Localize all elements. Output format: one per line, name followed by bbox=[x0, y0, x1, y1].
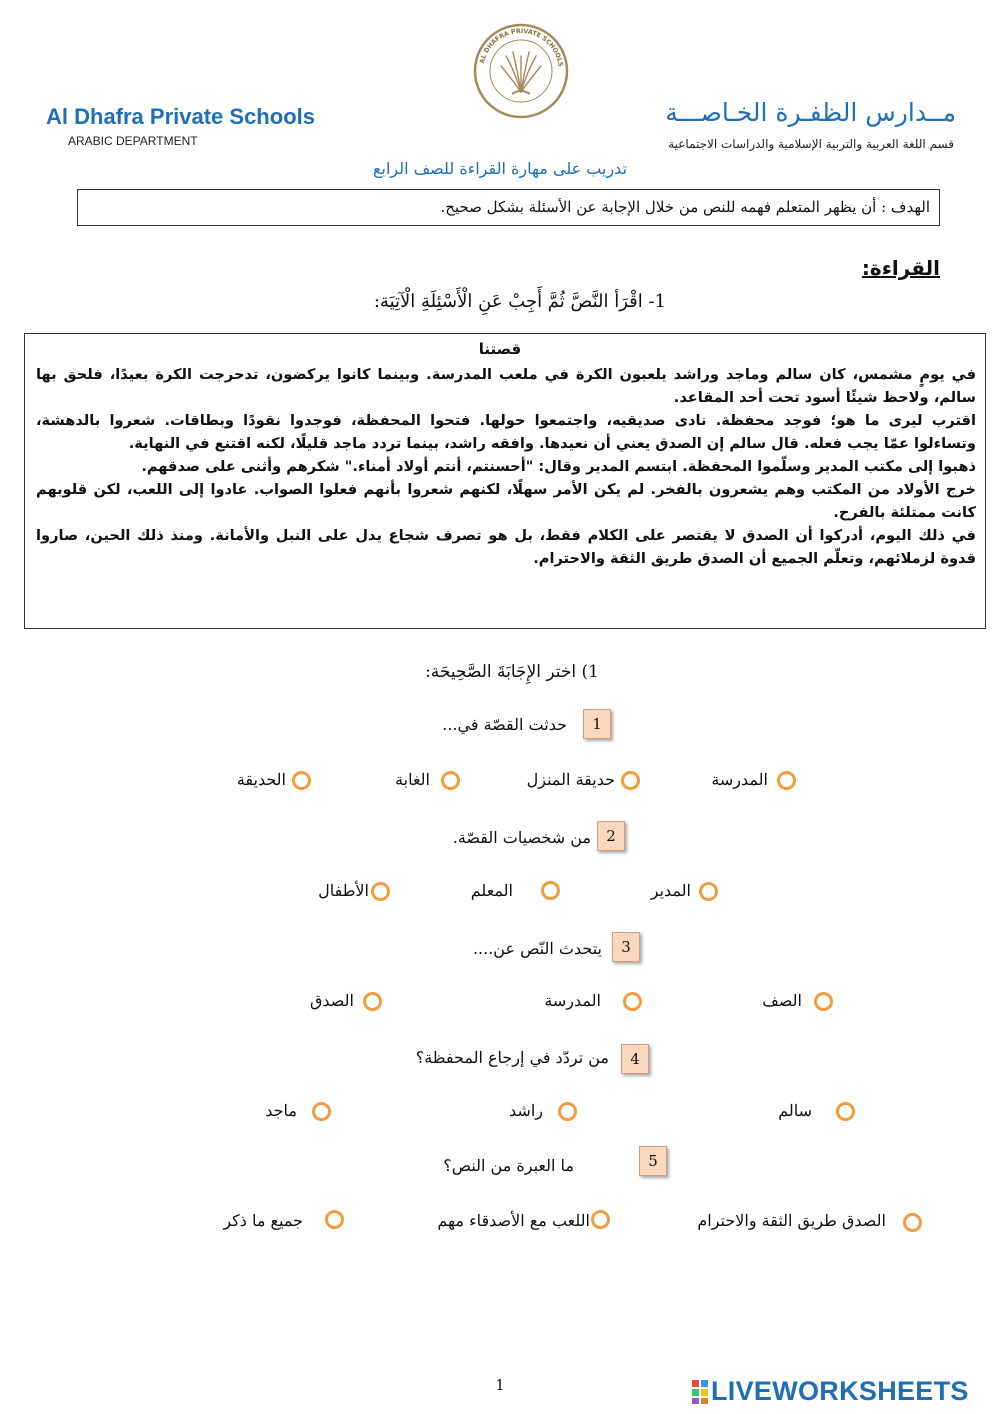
worksheet-subtitle: تدريب على مهارة القراءة للصف الرابع bbox=[372, 159, 628, 178]
q1-option-2-radio[interactable] bbox=[621, 771, 640, 790]
q4-option-2-label: راشد bbox=[509, 1101, 543, 1120]
reading-heading: القراءة: bbox=[861, 256, 940, 280]
q5-option-1-radio[interactable] bbox=[903, 1213, 922, 1232]
q1-option-4-radio[interactable] bbox=[292, 771, 311, 790]
question-2-text: من شخصيات القصّة. bbox=[452, 828, 591, 847]
q1-option-1-label: المدرسة bbox=[711, 770, 768, 789]
q3-option-1-radio[interactable] bbox=[814, 992, 833, 1011]
goal-text: الهدف : أن يظهر المتعلم فهمه للنص من خلال الإجابة عن الأسئلة بشكل صحيح. bbox=[440, 198, 930, 216]
q4-option-3-label: ماجد bbox=[265, 1101, 297, 1120]
q1-option-4-label: الحديقة bbox=[236, 770, 286, 789]
question-number-box: 2 bbox=[597, 821, 625, 851]
q5-option-1-label: الصدق طريق الثقة والاحترام bbox=[697, 1211, 886, 1230]
school-name-arabic: مــدارس الظفـرة الخـاصـــة bbox=[665, 98, 956, 127]
q2-option-3-radio[interactable] bbox=[371, 882, 390, 901]
question-number-box: 5 bbox=[639, 1146, 667, 1176]
quiz-heading: 1) اختر الإِجَابَةَ الصَّحِيحَة: bbox=[425, 662, 599, 682]
department-arabic: قسم اللغة العربية والتربية الإسلامية والدراسات الاجتماعية bbox=[668, 137, 954, 151]
question-4-text: من تردّد في إرجاع المحفظة؟ bbox=[415, 1048, 609, 1067]
q5-option-3-label: جميع ما ذكر bbox=[223, 1211, 303, 1230]
question-number-box: 1 bbox=[583, 709, 611, 739]
q3-option-1-label: الصف bbox=[762, 991, 802, 1010]
q3-option-2-label: المدرسة bbox=[544, 991, 601, 1010]
q1-option-3-radio[interactable] bbox=[441, 771, 460, 790]
liveworksheets-text: LIVEWORKSHEETS bbox=[711, 1376, 969, 1406]
q5-option-2-radio[interactable] bbox=[591, 1210, 610, 1229]
story-text bbox=[36, 363, 976, 570]
logo-ring-text: AL DHAFRA PRIVATE SCHOOLS bbox=[478, 27, 564, 68]
q2-option-1-radio[interactable] bbox=[699, 882, 718, 901]
q3-option-2-radio[interactable] bbox=[623, 992, 642, 1011]
q4-option-1-radio[interactable] bbox=[836, 1102, 855, 1121]
page-number: 1 bbox=[495, 1376, 505, 1394]
story-paragraph: خرج الأولاد من المكتب وهم يشعرون بالفخر. لم يكن الأمر سهلًا، لكنهم شعروا بأنهم فعلوا الصواب. عادوا إلى اللعب، لكن قلوبهم كانت ممتلئة بالفرح. bbox=[36, 481, 976, 521]
school-emblem-icon bbox=[472, 22, 570, 120]
q2-option-1-label: المدير bbox=[650, 881, 691, 900]
reading-instruction: 1- اقْرَأ النَّصَّ ثُمَّ أَجِبْ عَنِ الْأَسْئِلَةِ الْآتِيَة: bbox=[373, 291, 666, 312]
story-paragraph: ذهبوا إلى مكتب المدير وسلّموا المحفظة. ابتسم المدير وقال: "أحسنتم، أنتم أولاد أمناء." شكرهم وأثنى على صدقهم. bbox=[141, 458, 976, 475]
q3-option-3-radio[interactable] bbox=[363, 992, 382, 1011]
q3-option-3-label: الصدق bbox=[309, 991, 354, 1010]
q5-option-2-label: اللعب مع الأصدقاء مهم bbox=[437, 1211, 590, 1230]
q2-option-2-label: المعلم bbox=[470, 881, 513, 900]
question-3-text: يتحدث النّص عن.... bbox=[472, 939, 602, 958]
q2-option-2-radio[interactable] bbox=[541, 881, 560, 900]
question-number-box: 4 bbox=[621, 1044, 649, 1074]
question-1-text: حدثت القصّة في... bbox=[442, 715, 567, 734]
school-name-english: Al Dhafra Private Schools bbox=[46, 104, 315, 129]
q5-option-3-radio[interactable] bbox=[325, 1210, 344, 1229]
story-paragraph: في يومٍ مشمس، كان سالم وماجد وراشد يلعبون الكرة في ملعب المدرسة. وبينما كانوا يركضون، تدحرجت الكرة بعيدًا، فلحق بها سالم، ولاحظ شيئًا أسود تحت أحد المقاعد. bbox=[36, 366, 976, 406]
question-number-box: 3 bbox=[612, 932, 640, 962]
story-title: قصتنا bbox=[478, 340, 522, 358]
department-english: ARABIC DEPARTMENT bbox=[68, 134, 198, 148]
q1-option-3-label: الغابة bbox=[395, 770, 430, 789]
q4-option-2-radio[interactable] bbox=[558, 1102, 577, 1121]
story-paragraph: اقترب ليرى ما هو؛ فوجد محفظة. نادى صديقيه، واجتمعوا حولها. فتحوا المحفظة، فوجدوا نقودًا وبطاقات. شعروا بالدهشة، وتساءلوا عمّا يجب فعله. قال سالم إن الصدق يعني أن نعيدها. وافقه راشد، بينما تردد ماجد قليلًا، لكنه اقتنع في النهاية. bbox=[36, 412, 976, 452]
q1-option-1-radio[interactable] bbox=[777, 771, 796, 790]
question-5-text: ما العبرة من النص؟ bbox=[443, 1156, 574, 1175]
liveworksheets-brand[interactable] bbox=[692, 1376, 969, 1407]
q1-option-2-label: حديقة المنزل bbox=[526, 770, 615, 789]
liveworksheets-logo-icon bbox=[692, 1380, 708, 1404]
q4-option-1-label: سالم bbox=[778, 1101, 812, 1120]
q4-option-3-radio[interactable] bbox=[312, 1102, 331, 1121]
q2-option-3-label: الأطفال bbox=[318, 881, 369, 900]
story-paragraph: في ذلك اليوم، أدركوا أن الصدق لا يقتصر على الكلام فقط، بل هو تصرف شجاع يدل على النبل والأمانة. ومنذ ذلك الحين، صاروا قدوة لزملائهم، وتعلّم الجميع أن الصدق طريق الثقة والاحترام. bbox=[36, 527, 976, 567]
